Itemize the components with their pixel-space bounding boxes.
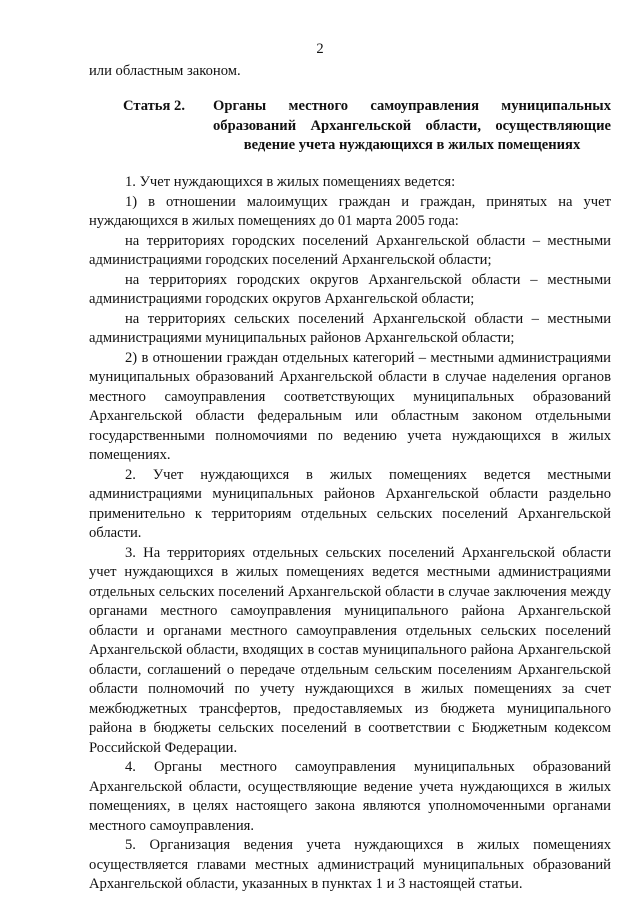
page-number: 2 (316, 41, 324, 57)
paragraph: 1) в отношении малоимущих граждан и граждан, принятых на учет нуждающихся в жилых помещениях до 01 марта 2005 года: (89, 193, 611, 229)
article-heading (123, 97, 611, 156)
article-title: Органы местного самоуправления муниципальных образований Архангельской области, осуществляющие ведение учета нуждающихся в жилых помещениях (213, 98, 611, 153)
paragraph: 5. Организация ведения учета нуждающихся в жилых помещениях осуществляется главами местных администраций муниципальных образований Архангельской области, указанных в пунктах 1 и 3 настоящей статьи. (89, 837, 611, 892)
paragraph: 2) в отношении граждан отдельных категорий – местными администрациями муниципальных образований Архангельской области в случае наделения органов местного самоуправления соответствующих муниципальных образований Архангельской области федеральным или областным законом отдельными государственными полномочиями по ведению учета нуждающихся в жилых помещениях. (89, 349, 611, 463)
paragraph: на территориях городских округов Архангельской области – местными администрациями городских округов Архангельской области; (89, 271, 611, 307)
paragraph: 4. Органы местного самоуправления муниципальных образований Архангельской области, осуществляющие ведение учета нуждающихся в жилых помещениях, в целях настоящего закона являются уполномоченными органами местного самоуправления. (89, 759, 611, 834)
article-label: Статья 2. (123, 98, 185, 114)
paragraph: 2. Учет нуждающихся в жилых помещениях ведется местными администрациями муниципальных районов Архангельской области раздельно применительно к территориям отдельных сельских поселений Архангельской области. (89, 466, 611, 541)
paragraph: 3. На территориях отдельных сельских поселений Архангельской области учет нуждающихся в жилых помещениях ведется местными администрациями отдельных сельских поселений Архангельской области в случае заключения между органами местного самоуправления муниципального района Архангельской области и органами местного самоуправления отдельных сельских поселений Архангельской области, входящих в состав муниципального района Архангельской области, соглашений о передаче отдельным сельским поселениям Архангельской области полномочий по учету нуждающихся в жилых помещениях за счет межбюджетных трансфертов, предоставляемых из бюджета муниципального района в бюджеты сельских поселений в соответствии с Бюджетным кодексом Российской Федерации. (89, 544, 611, 756)
lead-text: или областным законом. (89, 63, 241, 79)
paragraph: на территориях сельских поселений Архангельской области – местными администрациями муниципальных районов Архангельской области; (89, 310, 611, 346)
paragraph: на территориях городских поселений Архангельской области – местными администрациями городских поселений Архангельской области; (89, 232, 611, 268)
article-body (89, 173, 611, 895)
paragraph: 1. Учет нуждающихся в жилых помещениях ведется: (125, 174, 456, 190)
